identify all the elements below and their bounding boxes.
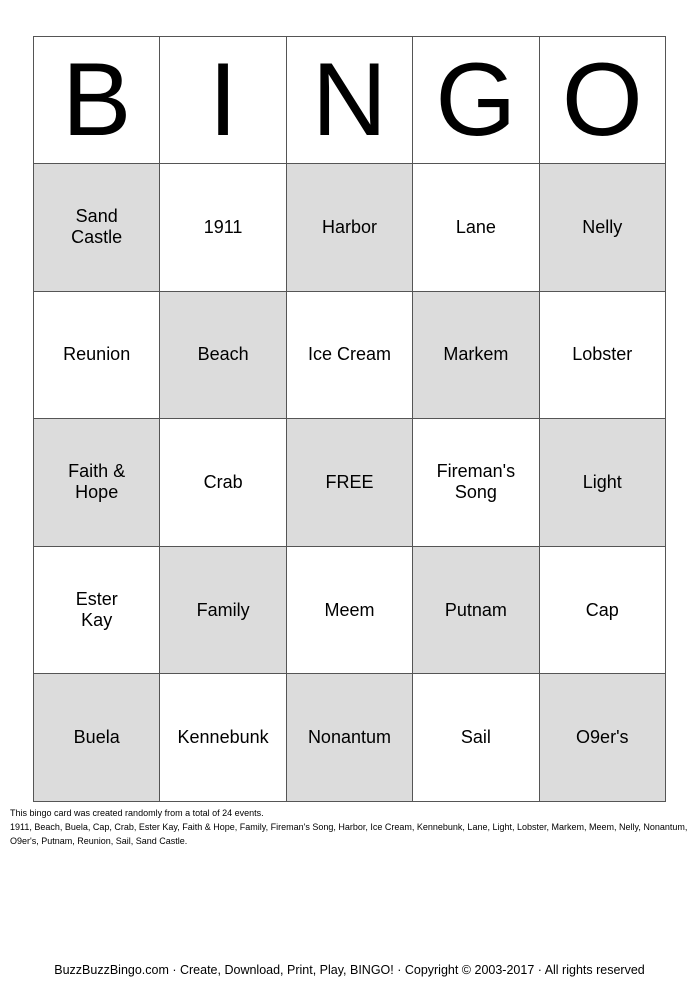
bingo-cell: Ice Cream (286, 291, 412, 419)
bingo-cell: 1911 (160, 164, 286, 292)
bingo-row (34, 674, 666, 802)
free-space-cell: FREE (286, 419, 412, 547)
bingo-cell: Reunion (34, 291, 160, 419)
bingo-cell: Buela (34, 674, 160, 802)
header-letter-n: N (286, 37, 412, 164)
bingo-cell: O9er's (539, 674, 665, 802)
bingo-row (34, 419, 666, 547)
card-info-summary: This bingo card was created randomly from a total of 24 events. (10, 808, 264, 818)
bingo-cell: Harbor (286, 164, 412, 292)
card-info-event-list: 1911, Beach, Buela, Cap, Crab, Ester Kay, Faith & Hope, Family, Fireman's Song, Harbor, Ice Cream, Kennebunk, Lane, Light, Lobster, Markem, Meem, Nelly, Nonantum, O9er's, Putnam, Reunion, Sail, Sand Castle. (10, 822, 688, 846)
bingo-cell: Putnam (413, 546, 539, 674)
bingo-cell: Nelly (539, 164, 665, 292)
header-letter-g: G (413, 37, 539, 164)
bingo-cell: Crab (160, 419, 286, 547)
bingo-cell: Sand Castle (34, 164, 160, 292)
header-letter-o: O (539, 37, 665, 164)
bingo-cell: Family (160, 546, 286, 674)
bingo-cell: Lobster (539, 291, 665, 419)
bingo-cell: Markem (413, 291, 539, 419)
bingo-cell: Fireman's Song (413, 419, 539, 547)
bingo-cell: Lane (413, 164, 539, 292)
bingo-cell: Faith & Hope (34, 419, 160, 547)
bingo-cell: Meem (286, 546, 412, 674)
bingo-cell: Light (539, 419, 665, 547)
bingo-row (34, 546, 666, 674)
bingo-cell: Beach (160, 291, 286, 419)
card-info (10, 806, 690, 848)
bingo-cell: Sail (413, 674, 539, 802)
footer-copyright: BuzzBuzzBingo.com · Create, Download, Print, Play, BINGO! · Copyright © 2003-2017 · All rights reserved (54, 963, 645, 977)
bingo-row (34, 291, 666, 419)
header-letter-i: I (160, 37, 286, 164)
bingo-header-row (34, 37, 666, 164)
bingo-cell: Cap (539, 546, 665, 674)
bingo-row (34, 164, 666, 292)
bingo-cell: Nonantum (286, 674, 412, 802)
bingo-cell: Ester Kay (34, 546, 160, 674)
bingo-card (33, 36, 666, 802)
bingo-cell: Kennebunk (160, 674, 286, 802)
header-letter-b: B (34, 37, 160, 164)
